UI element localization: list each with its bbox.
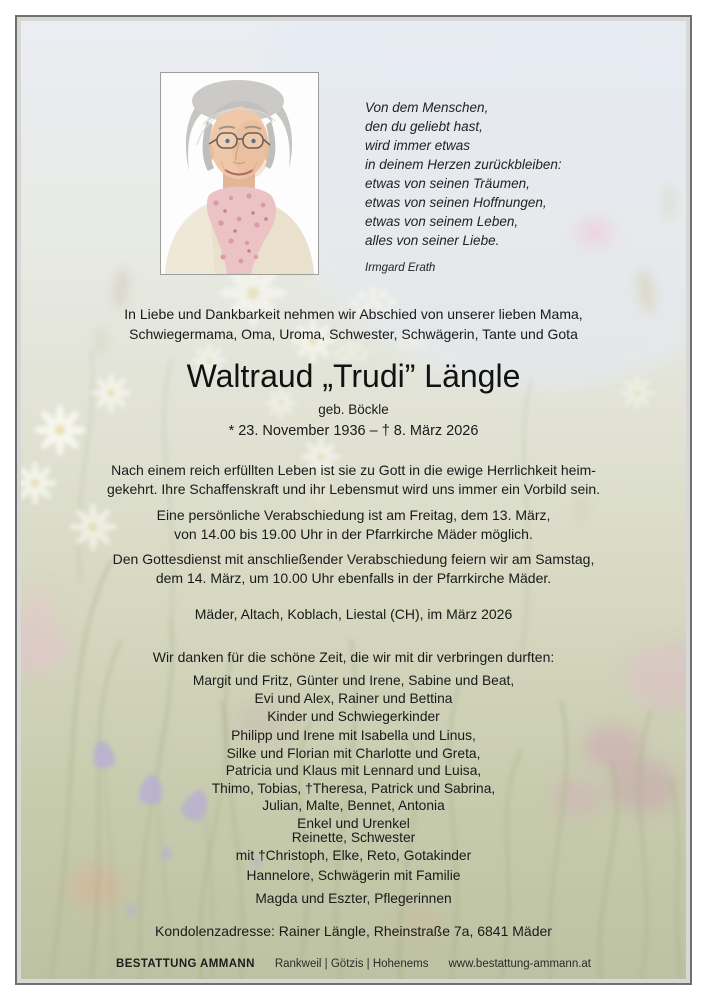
poem-line: wird immer etwas: [365, 138, 471, 153]
poem-line: in deinem Herzen zurückbleiben:: [365, 157, 562, 172]
family-line: Hannelore, Schwägerin mit Familie: [246, 868, 461, 883]
funeral-home-website: www.bestattung-ammann.at: [448, 958, 591, 970]
family-line: Kinder und Schwiegerkinder: [267, 709, 440, 724]
paragraph-line: von 14.00 bis 19.00 Uhr in der Pfarrkirche Mäder möglich.: [174, 526, 533, 542]
poem-line: etwas von seinem Leben,: [365, 214, 519, 229]
intro-line: Schwiegermama, Oma, Uroma, Schwester, Schwägerin, Tante und Gota: [129, 325, 578, 342]
memorial-poem: [365, 98, 562, 278]
inner-frame: [17, 17, 690, 983]
family-group-children: [21, 672, 686, 726]
family-group-grandchildren: [21, 727, 686, 832]
funeral-home-locations: Rankweil | Götzis | Hohenems: [274, 958, 429, 970]
poem-line: etwas von seinen Träumen,: [365, 176, 530, 191]
obituary-paragraph: [21, 461, 686, 499]
paragraph-line: Eine persönliche Verabschiedung ist am Freitag, dem 13. März,: [156, 507, 551, 523]
poem-line: Von dem Menschen,: [365, 100, 489, 115]
farewell-info-paragraph: [21, 506, 686, 544]
family-line: Julian, Malte, Bennet, Antonia: [262, 798, 445, 813]
family-line: Magda und Eszter, Pflegerinnen: [255, 891, 452, 906]
farewell-intro: [21, 305, 686, 344]
paragraph-line: gekehrt. Ihre Schaffenskraft und ihr Lebensmut wird uns immer ein Vorbild sein.: [106, 481, 601, 497]
place-date-line: Mäder, Altach, Koblach, Liestal (CH), im März 2026: [194, 606, 513, 622]
family-group-sister-in-law: [21, 867, 686, 885]
portrait-photo: [160, 72, 319, 275]
family-line: Margit und Fritz, Günter und Irene, Sabine und Beat,: [192, 673, 515, 688]
family-line: Enkel und Urenkel: [297, 815, 410, 831]
family-line: Silke und Florian mit Charlotte und Greta,: [226, 745, 481, 761]
deceased-name: Waltraud „Trudi” Längle: [186, 358, 521, 394]
family-group-caregivers: [21, 890, 686, 908]
family-group-sister: [21, 829, 686, 864]
family-line: Patricia und Klaus mit Lennard und Luisa,: [225, 763, 482, 778]
poem-line: etwas von seinen Hoffnungen,: [365, 195, 547, 210]
notice-content: [21, 21, 686, 979]
funeral-home-footer: [21, 958, 686, 970]
family-line: mit †Christoph, Elke, Reto, Gotakinder: [235, 847, 472, 863]
paragraph-line: Nach einem reich erfüllten Leben ist sie zu Gott in die ewige Herrlichkeit heim-: [111, 462, 596, 478]
family-line: Reinette, Schwester: [291, 830, 416, 845]
family-line: Evi und Alex, Rainer und Bettina: [254, 691, 453, 706]
family-line: Philipp und Irene mit Isabella und Linus,: [231, 728, 476, 743]
family-line: Thimo, Tobias, †Theresa, Patrick und Sabrina,: [211, 780, 496, 796]
life-dates: * 23. November 1936 – † 8. März 2026: [228, 423, 479, 439]
portrait-illustration: [161, 73, 318, 274]
thanks-line: Wir danken für die schöne Zeit, die wir mit dir verbringen durften:: [152, 649, 555, 665]
poem-line: den du geliebt hast,: [365, 119, 483, 134]
paragraph-line: dem 14. März, um 10.00 Uhr ebenfalls in der Pfarrkirche Mäder.: [155, 570, 552, 586]
outer-frame: [15, 15, 692, 985]
poem-author: Irmgard Erath: [365, 262, 436, 274]
poem-line: alles von seiner Liebe.: [365, 233, 500, 248]
funeral-home-brand: BESTATTUNG AMMANN: [116, 958, 255, 970]
maiden-name: geb. Böckle: [318, 402, 389, 417]
condolence-address: Kondolenzadresse: Rainer Längle, Rheinstraße 7a, 6841 Mäder: [155, 923, 552, 939]
service-info-paragraph: [21, 550, 686, 588]
intro-line: In Liebe und Dankbarkeit nehmen wir Abschied von unserer lieben Mama,: [124, 306, 583, 322]
paragraph-line: Den Gottesdienst mit anschließender Verabschiedung feiern wir am Samstag,: [112, 551, 595, 567]
